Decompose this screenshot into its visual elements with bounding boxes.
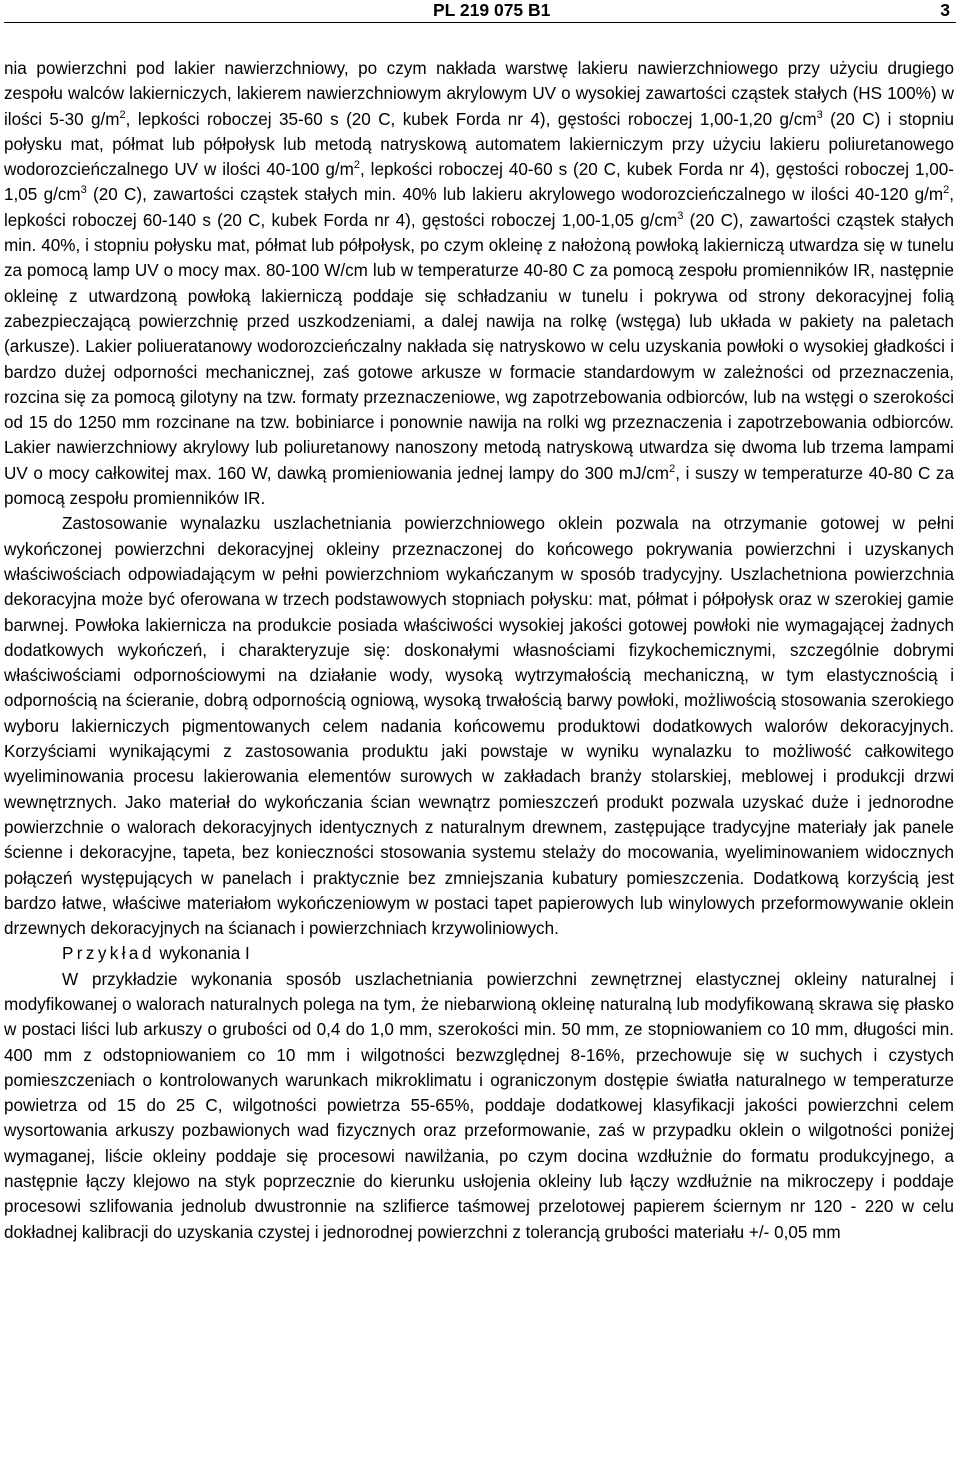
text-run: , i suszy w temperaturze 40-80 C za pomocą zespołu promienników IR. — [4, 463, 954, 509]
example-label: Przykład — [62, 944, 155, 964]
superscript: 2 — [353, 159, 360, 172]
paragraph-example: W przykładzie wykonania sposób uszlachetniania powierzchni zewnętrznej elastycznej okleiny naturalnej i modyfikowanej o walorach naturalnych polega na tym, że niebarwioną okleinę naturalną lub modyfikowaną skrawa się płasko w postaci liści lub arkuszy o grubości od 0,4 do 1,0 mm, szerokości min. 50 mm, ze stopniowaniem co 10 mm, długości min. 400 mm z odstopniowaniem co 10 mm i wilgotności bezwzględnej 8-16%, przechowuje się w suchych i czystych pomieszczeniach o kontrolowanych warunkach mikroklimatu i ograniczonym dostępie światła naturalnego w temperaturze powietrza od 15 do 25 C, wilgotności powietrza 55-65%, poddaje dodatkowej klasyfikacji jakości powierzchni celem wysortowania arkuszy pozbawionych wad fizycznych oraz przeformowanie, zaś w przypadku oklein o wilgotności poniżej wymaganej, liście okleiny poddaje się procesowi nawilżania, po czym docina wzdłużnie do formatu produkcyjnego, a następnie łączy klejowo na styk poprzecznie do kierunku usłojenia okleiny lub łączy wzdłużnie na mikroczepy i poddaje procesowi szlifowania jednolub dwustronnie na szlifierce taśmowej przelotowej papierem ściernym nr 120 - 220 w celu dokładnej kalibracji do uzyskania czystej i jednorodnej powierzchni z tolerancją grubości materiału +/- 0,05 mm — [4, 969, 954, 1242]
text-run: , lepkości roboczej 35-60 s (20 C, kubek Forda nr 4), gęstości roboczej 1,00-1,20 g/cm — [125, 109, 817, 129]
text-run: (20 C), zawartości cząstek stałych min. 40%, i stopniu połysku mat, półmat lub półpołysk, po czym okleinę z nałożoną powłoką lakierniczą utwardza się w tunelu za pomocą lamp UV o mocy max. 80-100 W/cm lub w temperaturze 40-80 C za pomocą zespołu promienników IR, następnie okleinę z utwardzoną powłoką lakierniczą poddaje się schładzaniu w tunelu i pokrywa od strony dekoracyjnej folią zabezpieczającą powierzchnię przed uszkodzeniami, a dalej nawija na rolkę (wstęga) lub układa w pakiety na paletach (arkusze). Lakier poliueratanowy wodorozcieńczalny nakłada się natryskowo w celu uzyskania powłoki o wysokiej gładkości i bardzo dużej odporności mechanicznej, zaś gotowe arkusze w formacie standardowym w zależności od przeznaczenia, rozcina się za pomocą gilotyny na tzw. formaty przeznaczeniowe, wg zapotrzebowania odbiorców, lub na wstęgi o szerokości od 15 do 1250 mm rozcinane na tzw. bobiniarce i ponownie nawija na rolki wg przeznaczenia i zapotrzebowania odbiorców. Lakier nawierzchniowy akrylowy lub poliuretanowy nanoszony metodą natryskową utwardza się dwoma lub trzema lampami UV o mocy całkowitej max. 160 W, dawką promieniowania jednej lampy do 300 mJ/cm — [4, 210, 955, 483]
superscript: 2 — [669, 462, 676, 475]
superscript: 3 — [677, 209, 684, 222]
superscript: 3 — [816, 108, 823, 121]
superscript: 2 — [119, 108, 126, 121]
superscript: 2 — [943, 184, 950, 197]
page-header — [0, 0, 960, 40]
text-run: (20 C) i stopniu połysku mat, półmat lub półpołysk lub metodą natryskową automatem lakierniczym przy użyciu lakieru poliuretanowego wodorozcieńczalnego UV w ilości 40-100 g/m — [4, 109, 954, 180]
patent-number: PL 219 075 B1 — [433, 0, 551, 20]
header-divider — [4, 22, 956, 23]
example-suffix: wykonania I — [154, 944, 250, 964]
superscript: 3 — [80, 184, 87, 197]
text-run: (20 C), zawartości cząstek stałych min. 40% lub lakieru akrylowego wodorozcieńczalnego w ilości 40-120 g/m — [86, 185, 944, 205]
paragraph-advantages: Zastosowanie wynalazku uszlachetniania powierzchniowego oklein pozwala na otrzymanie gotowej w pełni wykończonej powierzchni dekoracyjnej okleiny przeznaczonej do końcowego pokrywania powierzchni i uzyskanych właściwościach odpowiadającym w pełni powierzchniom wykańczanym w sposób tradycyjny. Uszlachetniona powierzchnia dekoracyjna może być oferowana w trzech podstawowych stopniach połysku: mat, półmat i półpołysk oraz w szerokiej gamie barwnej. Powłoka lakiernicza na produkcie posiada właściwości wysokiej jakości gotowej powłoki nie wymagającej żadnych dodatkowych wykończeń, i charakteryzuje się: doskonałymi własnościami fizykochemicznymi, szczególnie dobrymi właściwościami odpornościowymi na działanie wody, wysoką wytrzymałością mechaniczną, w tym elastycznością i odpornością na ścieranie, dobrą odpornością ogniową, wysoką trwałością barwy powłoki, możliwością stosowania szerokiego wyboru lakierniczych pigmentowanych celem nadania końcowemu produktowi dodatkowych walorów dekoracyjnych. Korzyściami wynikającymi z zastosowania produktu jaki powstaje w wyniku wynalazku to możliwość całkowitego wyeliminowania procesu lakierowania elementów surowych w zakładach branży stolarskiej, meblowej i produkcji drzwi wewnętrznych. Jako materiał do wykończania ścian wewnątrz pomieszczeń produkt pozwala uzyskać duże i jednorodne powierzchnie o walorach dekoracyjnych identycznych z naturalnym drewnem, zastępujące tradycyjne materiały jak panele ścienne i dekoracyjne, tapeta, bez konieczności stosowania systemu stelaży do mocowania, wyeliminowaniem widocznych połączeń występujących w panelach i praktycznie bez zmniejszania kubatury pomieszczenia. Dodatkową korzyścią jest bardzo łatwe, właściwe materiałom wykończeniowym w postaci tapet papierowych lub winylowych przeformowywanie oklein drzewnych dekoracyjnych na ścianach i powierzchniach krzywoliniowych. — [4, 514, 954, 939]
text-run: nia powierzchni pod lakier nawierzchniowy, po czym nakłada warstwę lakieru nawierzchniowego przy użyciu drugiego zespołu walców lakierniczych, lakierem nawierzchniowym akrylowym UV o wysokiej zawartości cząstek stałych (HS 100%) w ilości 5-30 g/m — [4, 59, 954, 129]
example-heading — [4, 941, 954, 966]
text-run: , lepkości roboczej 40-60 s (20 C, kubek Forda nr 4), gęstości roboczej 1,00-1,05 g/cm — [4, 160, 954, 205]
document-body — [4, 56, 954, 1245]
page-number: 3 — [940, 0, 950, 20]
paragraph-continued — [4, 56, 954, 511]
text-run: , lepkości roboczej 60-140 s (20 C, kubek Forda nr 4), gęstości roboczej 1,00-1,05 g/cm — [4, 185, 954, 230]
